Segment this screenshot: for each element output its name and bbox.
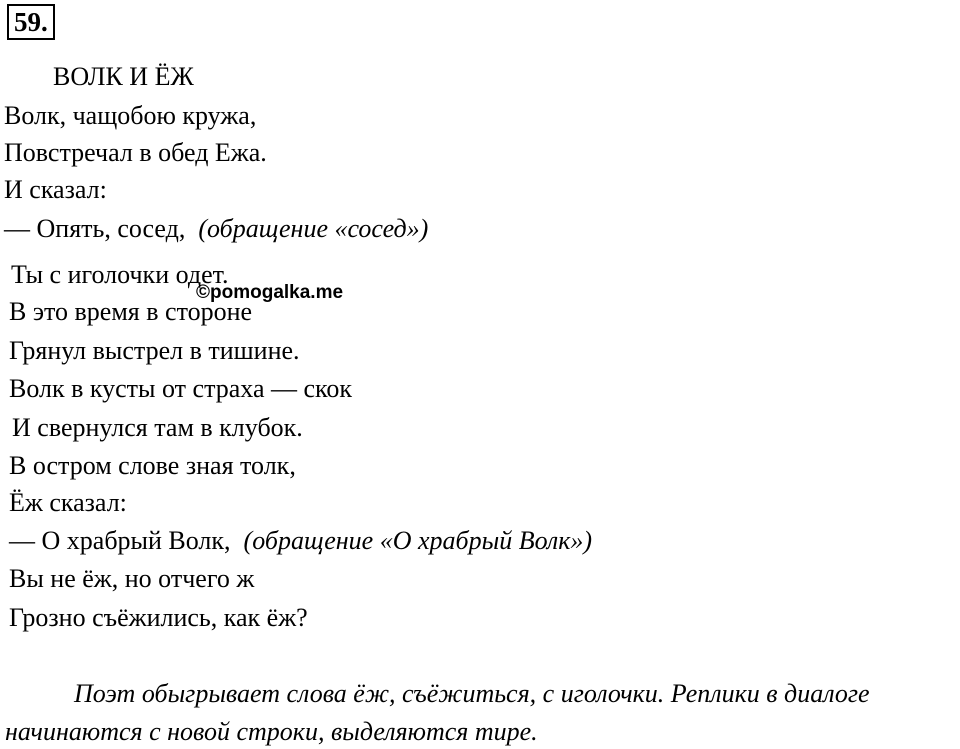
poem-line bbox=[4, 175, 107, 205]
poem-line-text: Ты с иголочки одет. bbox=[11, 260, 229, 289]
poem-line bbox=[9, 374, 352, 404]
poem-line-text: Волк в кусты от страха — скок bbox=[9, 374, 352, 403]
poem-line-text: Ёж сказал: bbox=[9, 488, 127, 517]
poem-line-text: Волк, чащобою кружа, bbox=[4, 101, 257, 130]
poem-line bbox=[4, 138, 267, 168]
poem-line bbox=[12, 413, 303, 443]
poem-line-text: И свернулся там в клубок. bbox=[12, 413, 303, 442]
poem-line-text: — Опять, сосед, bbox=[4, 214, 186, 243]
address-note: (обращение «О храбрый Волк») bbox=[243, 526, 593, 555]
poem-line bbox=[9, 564, 254, 594]
explanation-line-2: начинаются с новой строки, выделяются тире. bbox=[5, 717, 538, 746]
poem-line-text: В остром слове зная толк, bbox=[9, 451, 296, 480]
poem-line-text: Повстречал в обед Ежа. bbox=[4, 138, 267, 167]
watermark: ©pomogalka.me bbox=[196, 282, 344, 303]
poem-line-text: Вы не ёж, но отчего ж bbox=[9, 564, 255, 593]
poem-line-text: Грянул выстрел в тишине. bbox=[9, 336, 300, 365]
poem-line bbox=[9, 603, 308, 633]
poem-line-text: — О храбрый Волк, bbox=[9, 526, 231, 555]
address-note: (обращение «сосед») bbox=[198, 214, 429, 243]
explanation-line-1: Поэт обыгрывает слова ёж, съёжиться, с иголочки. Реплики в диалоге bbox=[74, 679, 870, 708]
poem-line bbox=[9, 488, 127, 518]
poem-line bbox=[9, 526, 592, 556]
exercise-number: 59. bbox=[7, 4, 55, 40]
poem-line bbox=[4, 214, 428, 244]
poem-line bbox=[9, 336, 300, 366]
poem-line-text: И сказал: bbox=[4, 175, 107, 204]
poem-line-text: Грозно съёжились, как ёж? bbox=[9, 603, 308, 632]
poem-line bbox=[4, 101, 256, 131]
poem-line bbox=[9, 451, 296, 481]
poem-line-text: В это время в стороне bbox=[9, 297, 253, 326]
poem-title: ВОЛК И ЁЖ bbox=[53, 62, 194, 91]
